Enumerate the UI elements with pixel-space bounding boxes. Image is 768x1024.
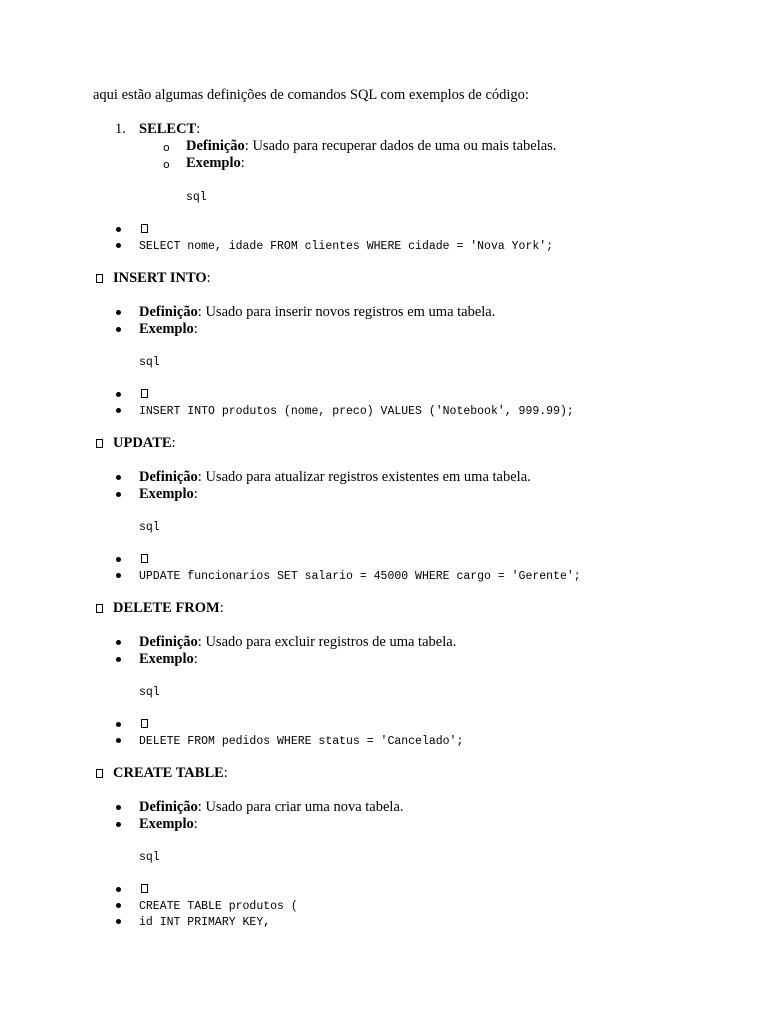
example-line	[139, 816, 198, 833]
code-line: INSERT INTO produtos (nome, preco) VALUES ('Notebook', 999.99);	[139, 405, 574, 418]
bullet-icon	[116, 657, 121, 662]
missing-glyph-icon	[141, 554, 148, 563]
code-line: UPDATE funcionarios SET salario = 45000 WHERE cargo = 'Gerente';	[139, 570, 581, 583]
section-colon: :	[171, 435, 176, 451]
example-colon: :	[193, 321, 198, 337]
code-language-label: sql	[139, 851, 160, 864]
section-heading	[113, 765, 228, 782]
definition-label: Definição	[139, 634, 198, 650]
definition-line	[139, 799, 404, 816]
bullet-icon	[116, 310, 121, 315]
definition-text: : Usado para excluir registros de uma tabela.	[197, 634, 457, 650]
definition-text: : Usado para atualizar registros existentes em uma tabela.	[197, 469, 531, 485]
section-title: UPDATE	[113, 435, 172, 451]
section-colon: :	[223, 765, 228, 781]
missing-glyph-icon	[96, 274, 103, 283]
code-line: DELETE FROM pedidos WHERE status = 'Cancelado';	[139, 735, 464, 748]
missing-glyph-icon	[141, 884, 148, 893]
example-line	[139, 321, 198, 338]
example-colon: :	[193, 816, 198, 832]
example-colon: :	[193, 486, 198, 502]
example-label: Exemplo	[139, 321, 194, 337]
missing-glyph-icon	[141, 719, 148, 728]
select-colon: :	[196, 121, 201, 137]
bullet-icon	[116, 640, 121, 645]
circle-bullet-icon: o	[163, 158, 170, 171]
section-heading	[113, 270, 211, 287]
select-heading	[139, 121, 200, 138]
bullet-icon	[116, 903, 121, 908]
example-label: Exemplo	[139, 816, 194, 832]
missing-glyph-icon	[96, 439, 103, 448]
code-line: CREATE TABLE produtos (	[139, 900, 298, 913]
bullet-icon	[116, 327, 121, 332]
example-colon: :	[240, 155, 245, 171]
bullet-icon	[116, 822, 121, 827]
code-language-label: sql	[139, 521, 160, 534]
select-number: 1.	[115, 121, 126, 137]
bullet-icon	[116, 392, 121, 397]
definition-line	[139, 469, 531, 486]
definition-label: Definição	[139, 799, 198, 815]
definition-text: : Usado para recuperar dados de uma ou mais tabelas.	[244, 138, 557, 154]
example-line	[139, 486, 198, 503]
select-definition	[186, 138, 556, 155]
section-colon: :	[206, 270, 211, 286]
select-title: SELECT	[139, 121, 197, 137]
bullet-icon	[116, 738, 121, 743]
section-heading	[113, 435, 176, 452]
section-heading	[113, 600, 224, 617]
code-line: id INT PRIMARY KEY,	[139, 916, 271, 929]
definition-label: Definição	[139, 304, 198, 320]
missing-glyph-icon	[96, 604, 103, 613]
example-line	[139, 651, 198, 668]
bullet-icon	[116, 573, 121, 578]
bullet-icon	[116, 475, 121, 480]
definition-label: Definição	[139, 469, 198, 485]
bullet-icon	[116, 919, 121, 924]
definition-line	[139, 304, 495, 321]
intro-text: aqui estão algumas definições de comandos SQL com exemplos de código:	[93, 87, 529, 103]
bullet-icon	[116, 243, 121, 248]
example-label: Exemplo	[139, 486, 194, 502]
section-colon: :	[219, 600, 224, 616]
missing-glyph-icon	[141, 224, 148, 233]
example-colon: :	[193, 651, 198, 667]
example-label: Exemplo	[186, 155, 241, 171]
example-label: Exemplo	[139, 651, 194, 667]
section-title: CREATE TABLE	[113, 765, 224, 781]
missing-glyph-icon	[141, 389, 148, 398]
section-title: INSERT INTO	[113, 270, 207, 286]
circle-bullet-icon: o	[163, 141, 170, 154]
definition-text: : Usado para inserir novos registros em uma tabela.	[197, 304, 496, 320]
bullet-icon	[116, 408, 121, 413]
bullet-icon	[116, 557, 121, 562]
definition-label: Definição	[186, 138, 245, 154]
bullet-icon	[116, 887, 121, 892]
bullet-icon	[116, 722, 121, 727]
code-line: SELECT nome, idade FROM clientes WHERE cidade = 'Nova York';	[139, 240, 554, 253]
definition-line	[139, 634, 456, 651]
bullet-icon	[116, 227, 121, 232]
code-language-label: sql	[186, 191, 207, 204]
code-language-label: sql	[139, 686, 160, 699]
select-example	[186, 155, 245, 172]
section-title: DELETE FROM	[113, 600, 220, 616]
missing-glyph-icon	[96, 769, 103, 778]
bullet-icon	[116, 805, 121, 810]
definition-text: : Usado para criar uma nova tabela.	[197, 799, 404, 815]
bullet-icon	[116, 492, 121, 497]
code-language-label: sql	[139, 356, 160, 369]
